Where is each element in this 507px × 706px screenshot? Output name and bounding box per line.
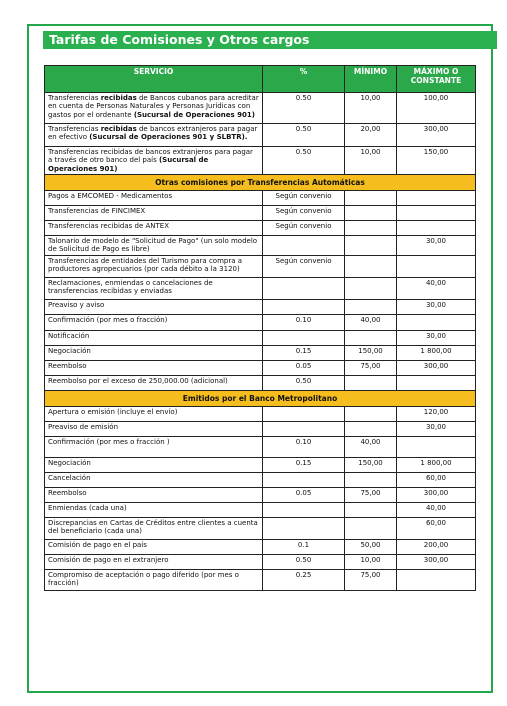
percent-cell: 0.50 xyxy=(263,124,345,147)
maximo-cell xyxy=(397,255,476,277)
percent-cell xyxy=(263,472,345,487)
minimo-cell: 150,00 xyxy=(345,345,397,360)
minimo-cell: 150,00 xyxy=(345,457,397,472)
percent-cell xyxy=(263,502,345,517)
minimo-cell xyxy=(345,220,397,235)
maximo-cell xyxy=(397,375,476,390)
percent-cell: 0.15 xyxy=(263,457,345,472)
servicio-cell: Preaviso de emisión xyxy=(45,421,263,436)
table-body xyxy=(45,93,476,591)
minimo-cell: 40,00 xyxy=(345,436,397,457)
percent-cell xyxy=(263,330,345,345)
maximo-cell: 300,00 xyxy=(397,487,476,502)
percent-cell: Según convenio xyxy=(263,220,345,235)
minimo-cell: 75,00 xyxy=(345,569,397,590)
table-row xyxy=(45,406,476,421)
table-row xyxy=(45,502,476,517)
table-row xyxy=(45,235,476,255)
minimo-cell xyxy=(345,235,397,255)
servicio-cell: Transferencias recibidas de ANTEX xyxy=(45,220,263,235)
maximo-cell xyxy=(397,190,476,205)
maximo-cell: 1 800,00 xyxy=(397,457,476,472)
servicio-cell: Cancelación xyxy=(45,472,263,487)
maximo-cell: 30,00 xyxy=(397,299,476,314)
maximo-cell: 1 800,00 xyxy=(397,345,476,360)
table-row xyxy=(45,205,476,220)
minimo-cell: 75,00 xyxy=(345,360,397,375)
table-row xyxy=(45,457,476,472)
maximo-cell: 300,00 xyxy=(397,554,476,569)
table-row xyxy=(45,421,476,436)
table-row xyxy=(45,554,476,569)
table-row xyxy=(45,299,476,314)
maximo-cell xyxy=(397,436,476,457)
table-row xyxy=(45,517,476,539)
percent-cell xyxy=(263,517,345,539)
maximo-cell: 300,00 xyxy=(397,124,476,147)
tariff-table xyxy=(44,65,476,591)
table-row xyxy=(45,330,476,345)
maximo-cell: 60,00 xyxy=(397,517,476,539)
maximo-cell xyxy=(397,220,476,235)
servicio-cell: Pagos a EMCOMED - Medicamentos xyxy=(45,190,263,205)
servicio-cell: Reclamaciones, enmiendas o cancelaciones de transferencias recibidas y enviadas xyxy=(45,277,263,299)
table-row xyxy=(45,277,476,299)
percent-cell: 0.50 xyxy=(263,147,345,175)
servicio-cell: Negociación xyxy=(45,457,263,472)
minimo-cell xyxy=(345,299,397,314)
table-row xyxy=(45,360,476,375)
minimo-cell xyxy=(345,472,397,487)
percent-cell: 0.50 xyxy=(263,554,345,569)
servicio-cell: Apertura o emisión (incluye el envío) xyxy=(45,406,263,421)
servicio-cell: Transferencias recibidas de bancos extranjeros para pagar en efectivo (Sucursal de Operaciones 901 y SLBTR). xyxy=(45,124,263,147)
percent-cell: Según convenio xyxy=(263,205,345,220)
maximo-cell: 300,00 xyxy=(397,360,476,375)
minimo-cell: 10,00 xyxy=(345,147,397,175)
minimo-cell xyxy=(345,502,397,517)
servicio-cell: Compromiso de aceptación o pago diferido (por mes o fracción) xyxy=(45,569,263,590)
minimo-cell: 10,00 xyxy=(345,93,397,124)
table-row xyxy=(45,147,476,175)
minimo-cell: 50,00 xyxy=(345,539,397,554)
table-row xyxy=(45,436,476,457)
header-servicio: SERVICIO xyxy=(45,66,263,93)
servicio-cell: Transferencias recibidas de Bancos cubanos para acreditar en cuenta de Personas Naturales y Personas Jurídicas con gastos por el ordenante (Sucursal de Operaciones 901) xyxy=(45,93,263,124)
percent-cell xyxy=(263,421,345,436)
maximo-cell xyxy=(397,569,476,590)
percent-cell: 0.25 xyxy=(263,569,345,590)
section-header-row xyxy=(45,174,476,190)
header-percent: % xyxy=(263,66,345,93)
servicio-cell: Discrepancias en Cartas de Créditos entre clientes a cuenta del beneficiario (cada una) xyxy=(45,517,263,539)
percent-cell: Según convenio xyxy=(263,255,345,277)
servicio-cell: Notificación xyxy=(45,330,263,345)
minimo-cell xyxy=(345,517,397,539)
servicio-cell: Negociación xyxy=(45,345,263,360)
table-row xyxy=(45,255,476,277)
minimo-cell: 20,00 xyxy=(345,124,397,147)
table-row xyxy=(45,190,476,205)
minimo-cell xyxy=(345,330,397,345)
minimo-cell xyxy=(345,255,397,277)
servicio-cell: Transferencias recibidas de bancos extranjeros para pagar a través de otro banco del país (Sucursal de Operaciones 901) xyxy=(45,147,263,175)
maximo-cell xyxy=(397,314,476,330)
header-minimo: MÍNIMO xyxy=(345,66,397,93)
page-title: Tarifas de Comisiones y Otros cargos xyxy=(43,31,497,49)
servicio-cell: Reembolso xyxy=(45,487,263,502)
minimo-cell xyxy=(345,190,397,205)
percent-cell: 0.50 xyxy=(263,375,345,390)
table-row xyxy=(45,93,476,124)
servicio-cell: Confirmación (por mes o fracción ) xyxy=(45,436,263,457)
section-title: Emitidos por el Banco Metropolitano xyxy=(45,390,476,406)
percent-cell xyxy=(263,299,345,314)
maximo-cell: 30,00 xyxy=(397,421,476,436)
servicio-cell: Enmiendas (cada una) xyxy=(45,502,263,517)
percent-cell: 0.15 xyxy=(263,345,345,360)
servicio-cell: Transferencias de FINCIMEX xyxy=(45,205,263,220)
maximo-cell: 40,00 xyxy=(397,277,476,299)
percent-cell: 0.05 xyxy=(263,487,345,502)
maximo-cell: 120,00 xyxy=(397,406,476,421)
table-row xyxy=(45,375,476,390)
servicio-cell: Talonario de modelo de "Solicitud de Pago" (un solo modelo de Solicitud de Pago es libre) xyxy=(45,235,263,255)
servicio-cell: Confirmación (por mes o fracción) xyxy=(45,314,263,330)
section-header-row xyxy=(45,390,476,406)
maximo-cell: 150,00 xyxy=(397,147,476,175)
section-title: Otras comisiones por Transferencias Automáticas xyxy=(45,174,476,190)
percent-cell: 0.10 xyxy=(263,314,345,330)
minimo-cell xyxy=(345,277,397,299)
maximo-cell: 200,00 xyxy=(397,539,476,554)
minimo-cell xyxy=(345,375,397,390)
table-row xyxy=(45,220,476,235)
minimo-cell xyxy=(345,406,397,421)
servicio-cell: Comisión de pago en el extranjero xyxy=(45,554,263,569)
table-row xyxy=(45,345,476,360)
minimo-cell xyxy=(345,205,397,220)
minimo-cell: 10,00 xyxy=(345,554,397,569)
percent-cell: Según convenio xyxy=(263,190,345,205)
servicio-cell: Preaviso y aviso xyxy=(45,299,263,314)
maximo-cell: 30,00 xyxy=(397,235,476,255)
servicio-cell: Reembolso por el exceso de 250,000.00 (adicional) xyxy=(45,375,263,390)
maximo-cell: 60,00 xyxy=(397,472,476,487)
maximo-cell: 100,00 xyxy=(397,93,476,124)
table-row xyxy=(45,314,476,330)
maximo-cell xyxy=(397,205,476,220)
table-row xyxy=(45,539,476,554)
table-row xyxy=(45,569,476,590)
servicio-cell: Reembolso xyxy=(45,360,263,375)
servicio-cell: Transferencias de entidades del Turismo para compra a productores agropecuarios (por cada débito a la 3120) xyxy=(45,255,263,277)
minimo-cell: 40,00 xyxy=(345,314,397,330)
percent-cell xyxy=(263,406,345,421)
table-row xyxy=(45,124,476,147)
table-header-row xyxy=(45,66,476,93)
servicio-cell: Comisión de pago en el país xyxy=(45,539,263,554)
minimo-cell xyxy=(345,421,397,436)
minimo-cell: 75,00 xyxy=(345,487,397,502)
percent-cell: 0.05 xyxy=(263,360,345,375)
maximo-cell: 40,00 xyxy=(397,502,476,517)
percent-cell: 0.10 xyxy=(263,436,345,457)
percent-cell xyxy=(263,277,345,299)
table-row xyxy=(45,487,476,502)
table-row xyxy=(45,472,476,487)
percent-cell: 0.1 xyxy=(263,539,345,554)
maximo-cell: 30,00 xyxy=(397,330,476,345)
percent-cell: 0.50 xyxy=(263,93,345,124)
header-maximo: MÁXIMO O CONSTANTE xyxy=(397,66,476,93)
percent-cell xyxy=(263,235,345,255)
